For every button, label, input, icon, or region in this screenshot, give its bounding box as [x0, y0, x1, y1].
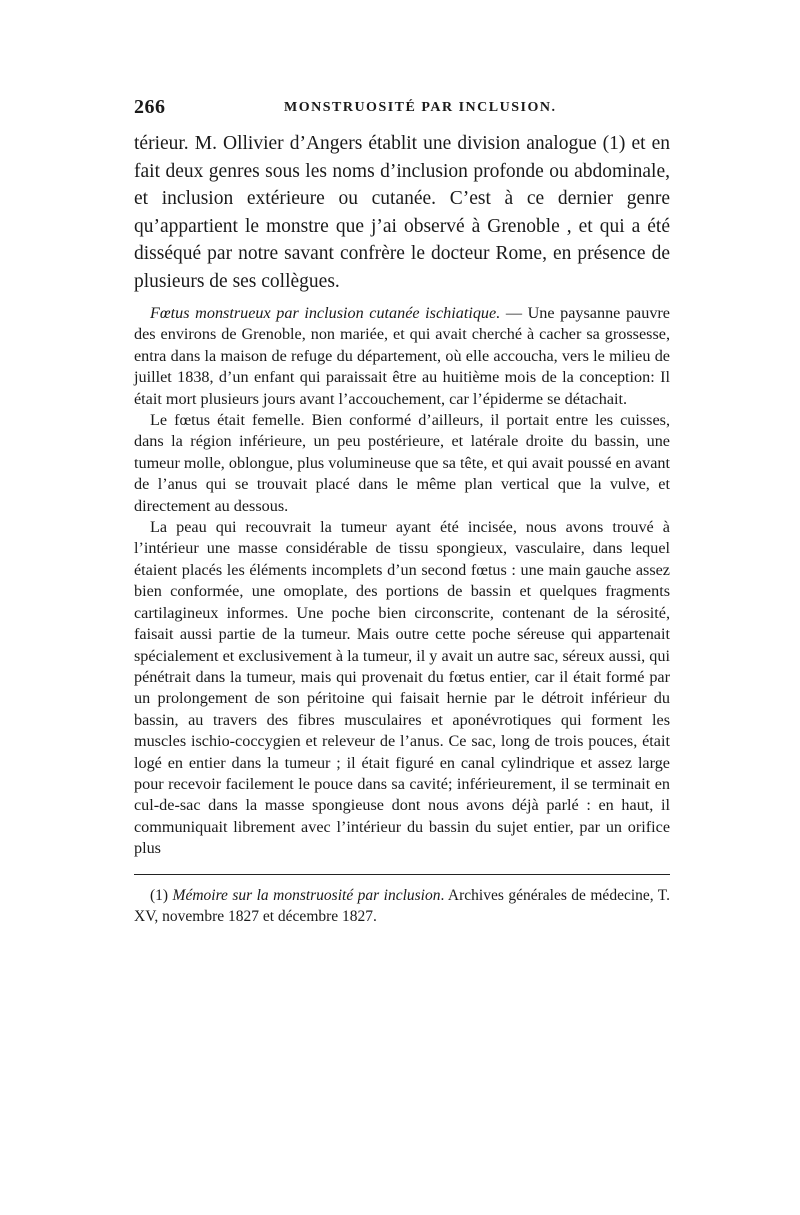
footnote-reference: . Archives générales de médecine, T. XV, novembre 1827 et décembre 1827.: [134, 886, 670, 925]
case-report: [134, 303, 670, 860]
page-number: 266: [134, 96, 166, 118]
paragraph-fetus-description: Le fœtus était femelle. Bien conformé d’ailleurs, il portait entre les cuisses, dans la région inférieure, un peu postérieure, et latérale droite du bassin, une tumeur molle, oblongue, plus volumineuse que sa tête, et qui avait poussé en avant de l’anus qui se trouvait placé dans le même plan vertical que la vulve, et directement au dessous.: [134, 411, 670, 515]
paragraph-dissection: La peau qui recouvrait la tumeur ayant été incisée, nous avons trouvé à l’intérieur une masse considérable de tissu spongieux, vasculaire, dans lequel étaient placés les éléments incomplets d’un second fœtus : une main gauche assez bien conformée, une omoplate, des portions de bassin et quelques fragments cartilagineux informes. Une poche bien circonscrite, contenant de la sérosité, faisait aussi partie de la tumeur. Mais outre cette poche séreuse qui appartenait spécialement et exclusivement à la tumeur, il y avait un autre sac, séreux aussi, qui pénétrait dans la tumeur, mais qui provenait du fœtus entier, car il était formé par un prolongement de son péritoine qui faisait hernie par le détroit inférieur du bassin, au travers des fibres musculaires et aponévrotiques qui forment les muscles ischio-coccygien et releveur de l’anus. Ce sac, long de trois pouces, était logé en entier dans la tumeur ; il était figuré en canal cylindrique et assez large pour recevoir facilement le pouce dans sa cavité; inférieurement, il se terminait en cul-de-sac dans la masse spongieuse dont nous avons déjà parlé : en haut, il communiquait librement avec l’intérieur du bassin du sujet entier, par un orifice plus: [134, 518, 670, 858]
running-head: MONSTRUOSITÉ PAR INCLUSION.: [284, 100, 557, 115]
page-header: [134, 96, 670, 124]
paragraph-case-body: — Une paysanne pauvre des environs de Grenoble, non mariée, et qui avait cherché à cacher sa grossesse, entra dans la maison de refuge du département, où elle accoucha, vers le milieu de juillet 1838, d’un enfant qui paraissait être au huitième mois de la conception: Il était mort plusieurs jours avant l’accouchement, car l’épiderme se détachait.: [134, 304, 670, 408]
paragraph-case-title: [134, 303, 670, 410]
paragraph-intro: térieur. M. Ollivier d’Angers établit une division analogue (1) et en fait deux genres sous les noms d’inclusion profonde ou abdominale, et inclusion extérieure ou cutanée. C’est à ce dernier genre qu’appartient le monstre que j’ai observé à Grenoble , et qui a été disséqué par notre savant confrère le docteur Rome, en présence de plusieurs de ses collègues.: [134, 133, 670, 292]
footnote-title: Mémoire sur la monstruosité par inclusion: [172, 886, 441, 904]
book-page: [134, 96, 670, 927]
footnote-divider: [134, 874, 670, 875]
section-title: Fœtus monstrueux par inclusion cutanée ischiatique.: [150, 304, 501, 322]
footnote-marker: (1): [150, 886, 173, 904]
footnote: [134, 885, 670, 927]
